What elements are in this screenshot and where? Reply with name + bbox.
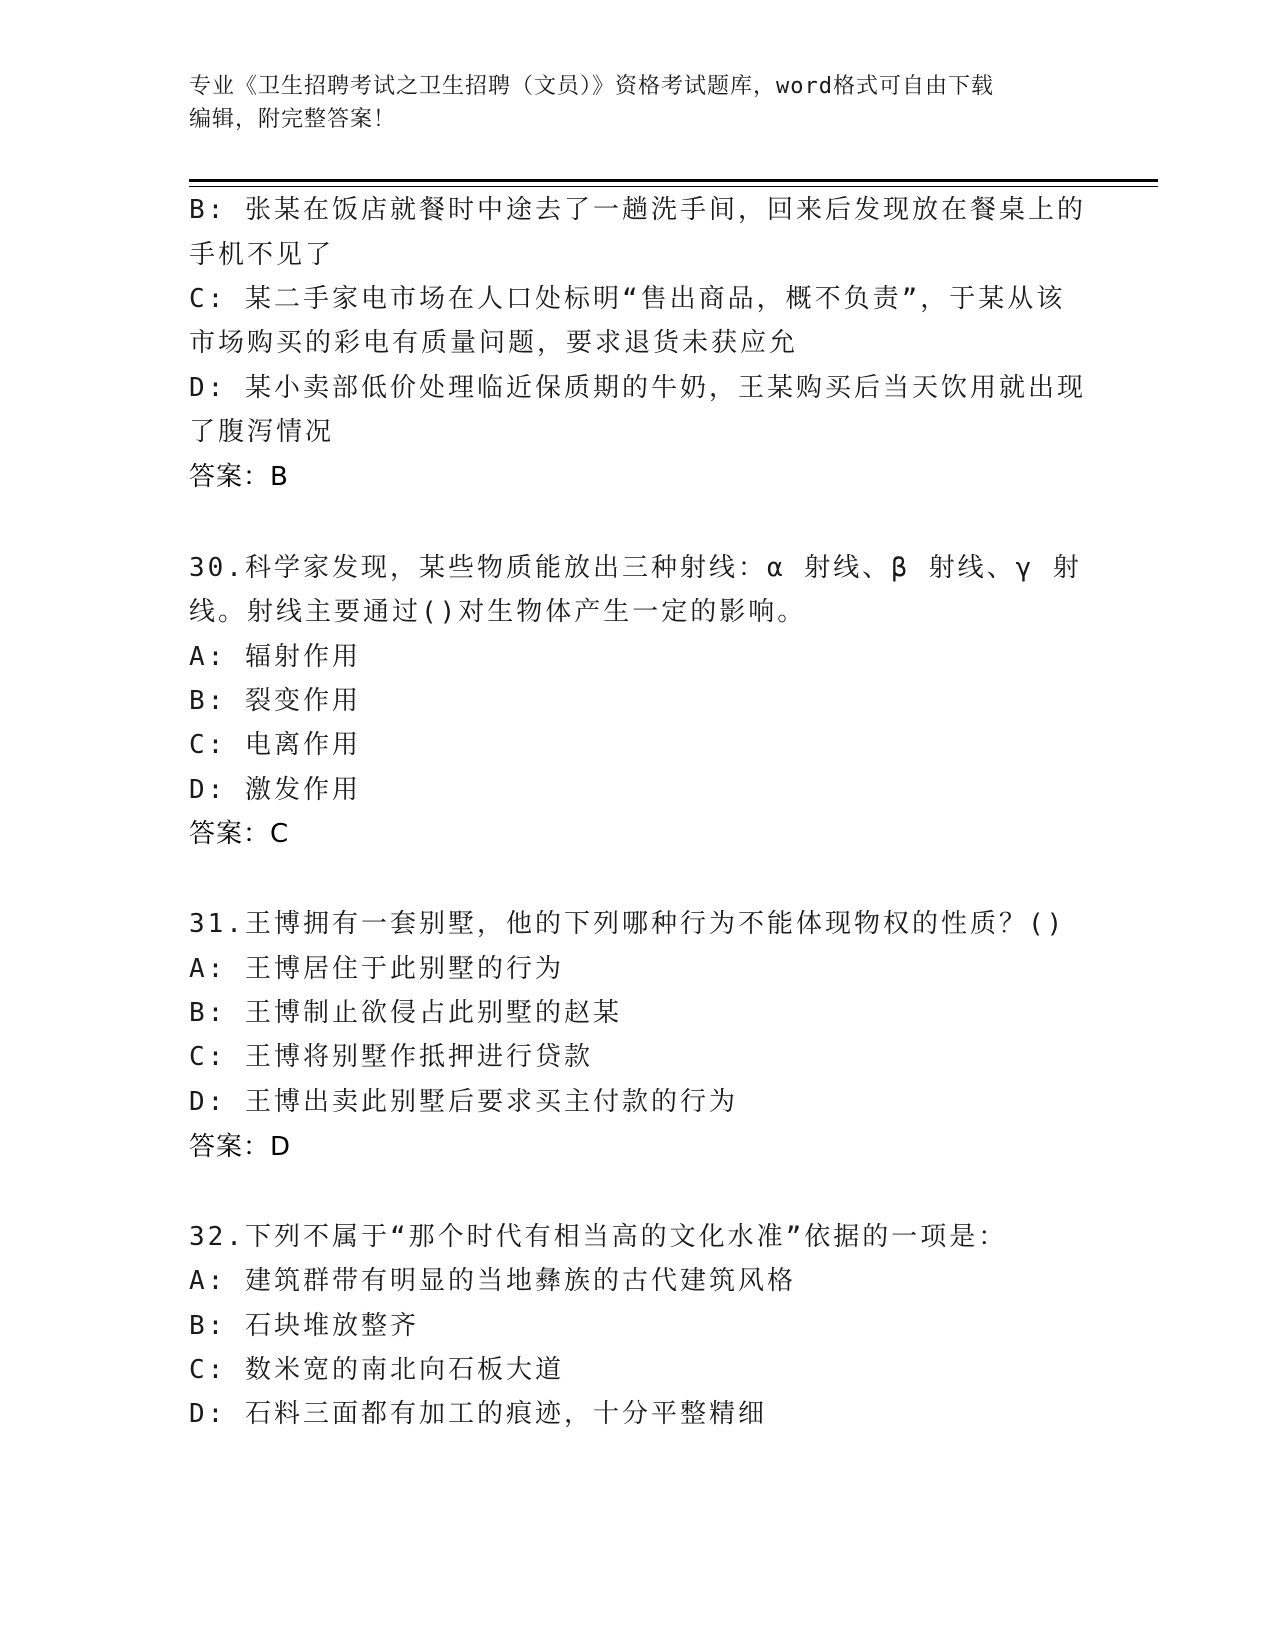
option-c: C: 电离作用 [189,730,361,760]
option-d: D: 石料三面都有加工的痕迹，十分平整精细 [189,1399,767,1429]
option-d: D: 王博出卖此别墅后要求买主付款的行为 [189,1087,738,1117]
option-b: B: 王博制止欲侵占此别墅的赵某 [189,998,622,1028]
answer-30: 答案：C [189,819,290,849]
option-d: D: 激发作用 [189,775,361,805]
option-c: C: 王博将别墅作抵押进行贷款 [189,1042,593,1072]
option-b: B: 裂变作用 [189,686,361,716]
option-d-line-2: 了腹泻情况 [189,417,335,447]
option-a: A: 建筑群带有明显的当地彝族的古代建筑风格 [189,1266,796,1296]
header-rule-thick [189,179,1158,182]
option-c: C: 数米宽的南北向石板大道 [189,1355,564,1385]
option-a: A: 王博居住于此别墅的行为 [189,954,564,984]
option-a: A: 辐射作用 [189,642,361,672]
option-c-line-1: C: 某二手家电市场在人口处标明“售出商品，概不负责”，于某从该 [189,284,1066,314]
option-d-line-1: D: 某小卖部低价处理临近保质期的牛奶，王某购买后当天饮用就出现 [189,373,1086,403]
question-stem: 32.下列不属于“那个时代有相当高的文化水准”依据的一项是： [189,1222,1008,1252]
header-line-2: 编辑，附完整答案！ [189,107,397,132]
document-header [189,70,1069,136]
option-c-line-2: 市场购买的彩电有质量问题，要求退货未获应允 [189,328,799,358]
header-rule-thin [189,186,1158,187]
option-b-line-2: 手机不见了 [189,240,335,270]
option-b-line-1: B: 张某在饭店就餐时中途去了一趟洗手间，回来后发现放在餐桌上的 [189,195,1086,225]
answer-31: 答案：D [189,1132,292,1162]
option-b: B: 石块堆放整齐 [189,1311,419,1341]
question-stem-line-1: 30.科学家发现，某些物质能放出三种射线：α 射线、β 射线、γ 射 [189,553,1082,583]
answer-29: 答案：B [189,462,289,492]
question-stem: 31.王博拥有一套别墅，他的下列哪种行为不能体现物权的性质？() [189,909,1066,939]
header-line-1: 专业《卫生招聘考试之卫生招聘（文员）》资格考试题库，word格式可自由下载 [189,74,994,99]
question-stem-line-2: 线。射线主要通过()对生物体产生一定的影响。 [189,597,807,627]
